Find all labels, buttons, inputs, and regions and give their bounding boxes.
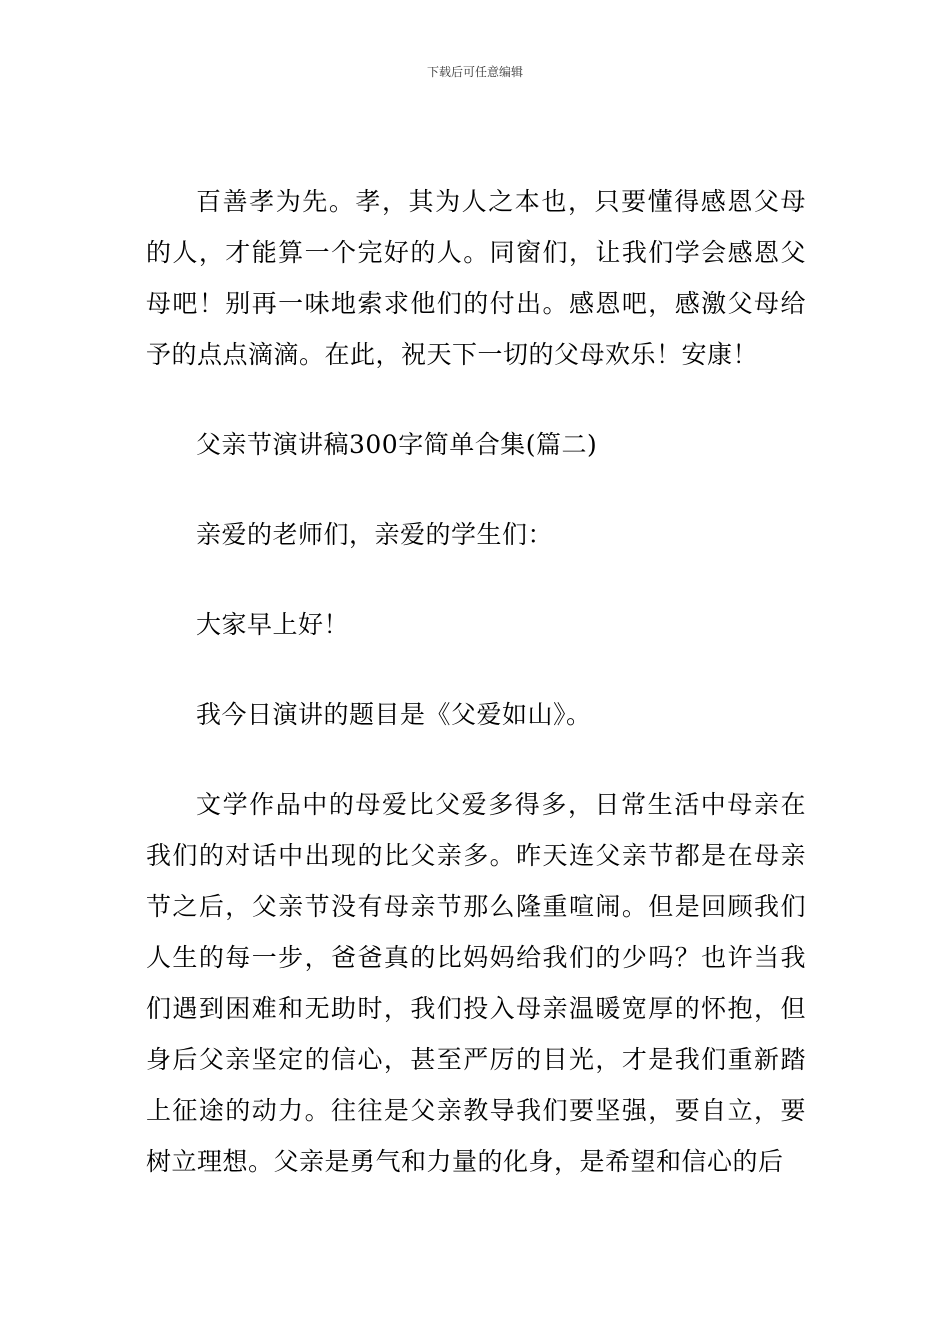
document-body bbox=[146, 176, 806, 1187]
speech-topic: 我今日演讲的题目是《父爱如山》。 bbox=[196, 700, 592, 729]
section-title: 父亲节演讲稿300字简单合集(篇二) bbox=[196, 430, 598, 459]
header-note: 下载后可任意编辑 bbox=[426, 65, 523, 79]
greeting: 大家早上好！ bbox=[196, 610, 350, 639]
paragraph-body: 文学作品中的母爱比父爱多得多，日常生活中母亲在我们的对话中出现的比父亲多。昨天连父亲节都是在母亲节之后，父亲节没有母亲节那么隆重喧闹。但是回顾我们人生的每一步，爸爸真的比妈妈给我们的少吗？也许当我们遇到困难和无助时，我们投入母亲温暖宽厚的怀抱，但身后父亲坚定的信心，甚至严厉的目光，才是我们重新踏上征途的动力。往往是父亲教导我们要坚强，要自立，要树立理想。父亲是勇气和力量的化身，是希望和信心的后 bbox=[146, 790, 806, 1176]
salutation: 亲爱的老师们，亲爱的学生们： bbox=[196, 520, 554, 549]
paragraph-intro: 百善孝为先。孝，其为人之本也，只要懂得感恩父母的人，才能算一个完好的人。同窗们，让我们学会感恩父母吧！别再一味地索求他们的付出。感恩吧，感激父母给予的点点滴滴。在此，祝天下一切的父母欢乐！安康！ bbox=[146, 187, 806, 369]
